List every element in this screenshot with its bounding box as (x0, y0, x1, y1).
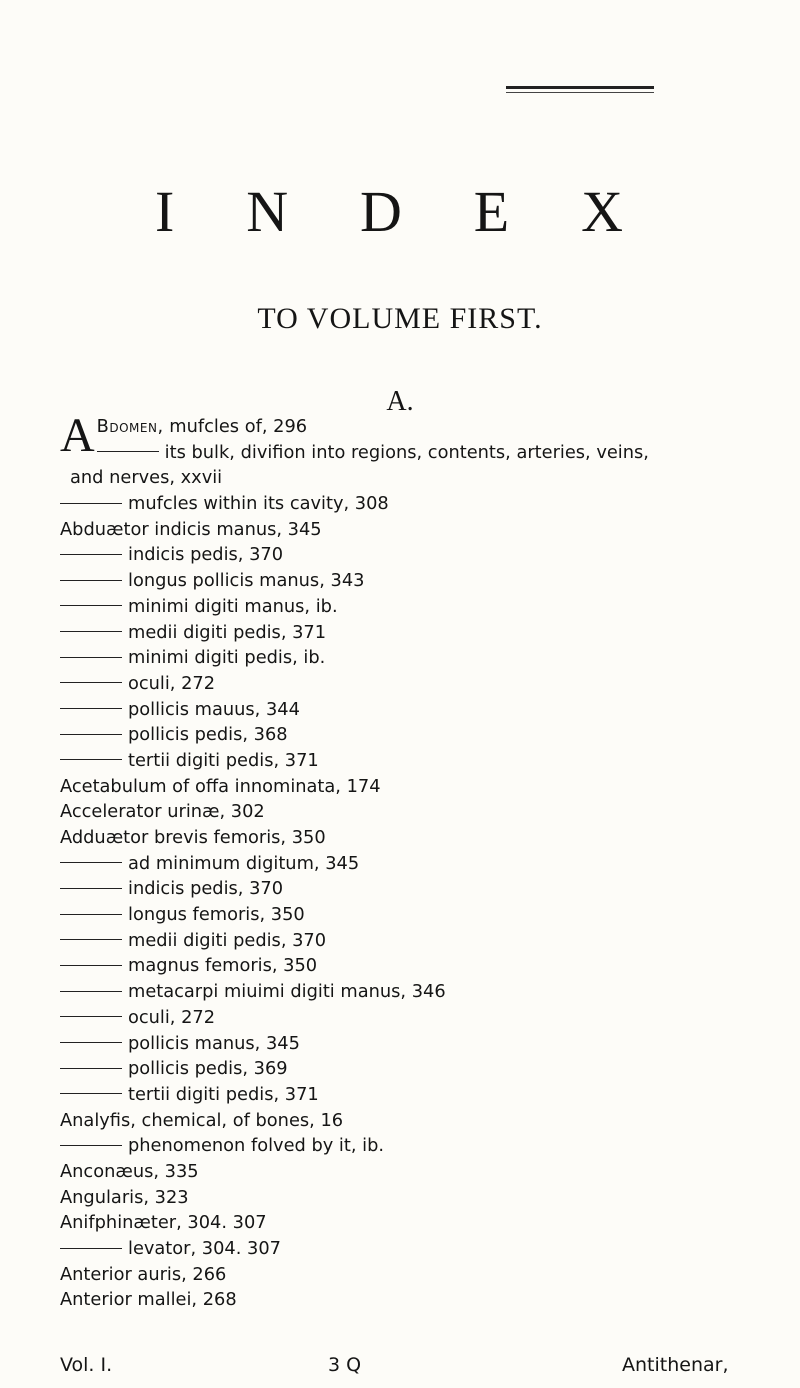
index-entry (60, 979, 800, 1005)
index-entry (60, 645, 800, 671)
entry-text: Analyfis, chemical, of bones, 16 (60, 1109, 344, 1131)
entry-text: phenomenon folved by it, ib. (128, 1135, 385, 1157)
entry-text: its bulk, divifion into regions, contents, arteries, veins, (164, 441, 649, 463)
title-letter: X (581, 179, 625, 244)
signature-mark: 3 Q (328, 1354, 362, 1376)
ditto-dash (60, 1068, 122, 1069)
entry-text: Adduætor brevis femoris, 350 (60, 827, 326, 848)
entry-text: tertii digiti pedis, 371 (128, 1083, 319, 1105)
ditto-dash (60, 1093, 122, 1094)
entry-head: Bdomen, (96, 416, 164, 437)
entry-text: longus pollicis manus, 343 (128, 570, 365, 592)
ditto-dash (60, 682, 122, 683)
entry-text: Anifphinæter, 304. 307 (60, 1212, 267, 1234)
entry-text: Anterior mallei, 268 (60, 1289, 237, 1311)
index-entry (60, 1287, 800, 1313)
ditto-dash (60, 965, 122, 966)
page-title (155, 178, 625, 245)
index-entry (60, 671, 800, 697)
ditto-dash (60, 1145, 122, 1146)
index-entry (60, 722, 800, 748)
title-letter: D (360, 179, 404, 244)
entry-text: and nerves, xxvii (70, 467, 223, 489)
ditto-dash (60, 991, 122, 992)
ditto-dash (60, 759, 122, 760)
index-entry (60, 1236, 800, 1262)
index-entry (60, 928, 800, 954)
index-entry (60, 594, 800, 620)
ditto-dash (60, 862, 122, 863)
entry-text: oculi, 272 (128, 672, 216, 694)
entry-text: pollicis mauus, 344 (128, 698, 300, 720)
entry-text: medii digiti pedis, 370 (128, 929, 327, 951)
entry-text: minimi digiti pedis, ib. (128, 647, 326, 669)
ditto-dash (60, 708, 122, 709)
entry-text: pollicis manus, 345 (128, 1032, 300, 1054)
ditto-dash (60, 503, 122, 504)
entry-text: Acetabulum of offa innominata, 174 (60, 775, 381, 797)
index-entry (60, 568, 800, 594)
ditto-dash (60, 1042, 122, 1043)
index-entry (60, 902, 800, 928)
ditto-dash (60, 939, 122, 940)
section-letter: A. (386, 386, 414, 417)
index-entry (60, 1056, 800, 1082)
ditto-dash (60, 605, 122, 606)
entry-text: medii digiti pedis, 371 (128, 621, 327, 643)
index-entry (60, 491, 800, 517)
ditto-dash (60, 1016, 122, 1017)
entry-text: oculi, 272 (128, 1006, 216, 1028)
top-rule-thin (506, 92, 654, 93)
index-entry (60, 620, 800, 646)
entry-text: mufcles within its cavity, 308 (128, 493, 389, 515)
ditto-dash (60, 734, 122, 735)
index-entry (60, 542, 800, 568)
index-entry (60, 1108, 800, 1134)
index-entry (60, 851, 800, 877)
index-entry (60, 1185, 800, 1211)
index-entry (60, 1031, 800, 1057)
index-entry (60, 774, 800, 800)
drop-cap: A (60, 409, 95, 462)
entry-text: tertii digiti pedis, 371 (128, 749, 319, 771)
index-entry (60, 1210, 800, 1236)
entry-text: Angularis, 323 (60, 1186, 189, 1208)
index-entry (60, 1005, 800, 1031)
entry-text: levator, 304. 307 (128, 1238, 281, 1259)
ditto-dash (60, 554, 122, 555)
index-entry (60, 876, 800, 902)
entry-text: magnus femoris, 350 (128, 955, 318, 977)
index-entry (60, 1262, 800, 1288)
index-entry (60, 799, 800, 825)
index-entry (60, 1082, 800, 1108)
entry-text: Abduætor indicis manus, 345 (60, 518, 322, 540)
entry-text: pollicis pedis, 369 (128, 1058, 288, 1080)
entry-text: indicis pedis, 370 (128, 544, 284, 566)
index-entry (60, 440, 800, 466)
entry-text: ad minimum digitum, 345 (128, 852, 360, 874)
ditto-dash (60, 914, 122, 915)
entry-text: minimi digiti manus, ib. (128, 595, 338, 617)
entry-text: Anconæus, 335 (60, 1160, 199, 1182)
title-letter: N (246, 179, 291, 244)
entry-text: pollicis pedis, 368 (128, 724, 288, 746)
entry-text: mufcles of, 296 (163, 416, 308, 437)
ditto-dash (60, 657, 122, 658)
title-letter: I (155, 179, 177, 244)
entry-text: metacarpi miuimi digiti manus, 346 (128, 981, 446, 1003)
ditto-dash (97, 451, 159, 452)
index-entry (60, 825, 800, 851)
index-entry (60, 465, 800, 491)
index-entry (60, 748, 800, 774)
entry-text: indicis pedis, 370 (128, 878, 284, 900)
index-entry (60, 697, 800, 723)
entry-text: longus femoris, 350 (128, 904, 305, 926)
catchword: Antithenar, (622, 1354, 729, 1376)
ditto-dash (60, 580, 122, 581)
index-entry (60, 1159, 800, 1185)
entry-text: Accelerator urinæ, 302 (60, 801, 265, 823)
subtitle: TO VOLUME FIRST. (257, 302, 543, 335)
ditto-dash (60, 631, 122, 632)
ditto-dash (60, 888, 122, 889)
title-letter: E (473, 179, 512, 244)
top-rule-thick (506, 86, 654, 89)
index-entry (60, 517, 800, 543)
ditto-dash (60, 1248, 122, 1249)
index-entries (60, 409, 800, 1313)
volume-label: Vol. I. (60, 1354, 113, 1376)
index-entry (60, 953, 800, 979)
entry-text: Anterior auris, 266 (60, 1263, 227, 1285)
index-entry (60, 1133, 800, 1159)
